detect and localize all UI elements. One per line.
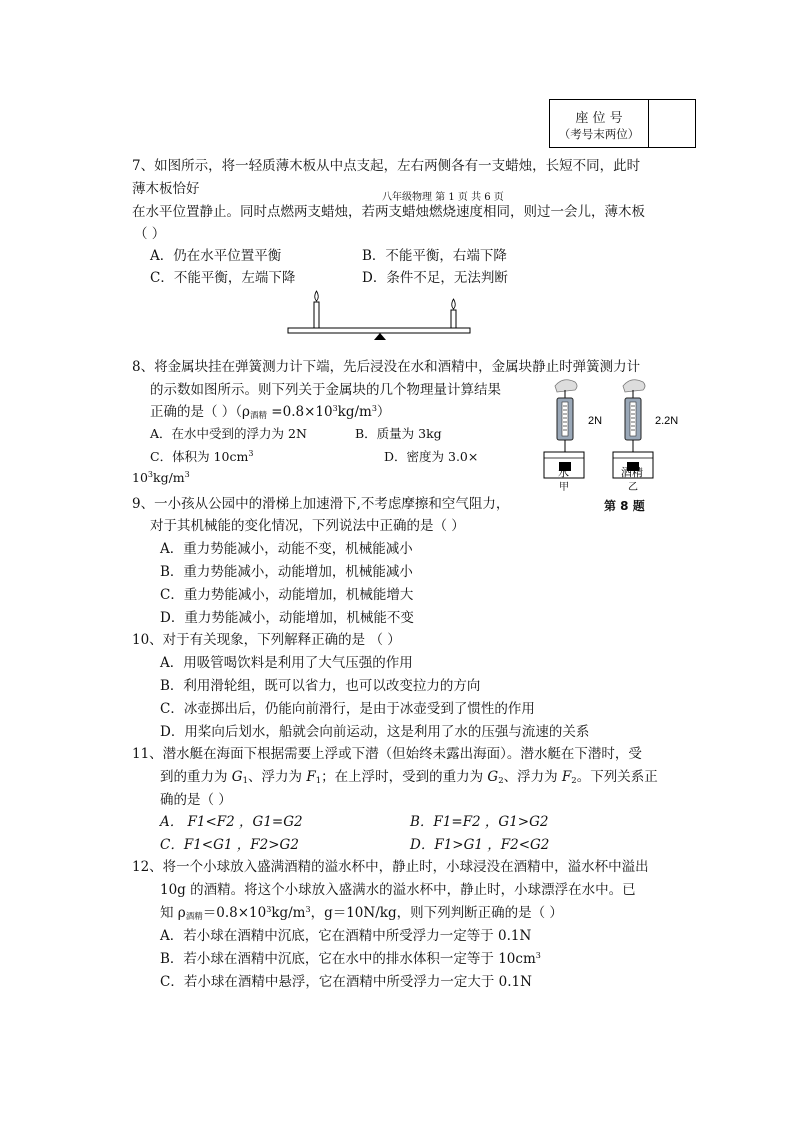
left-liquid-label: 水 (558, 466, 569, 479)
q7-line4: （ ） (134, 226, 166, 242)
q8-option-a[interactable]: A．在水中受到的浮力为 2N (150, 426, 307, 441)
right-liquid-label: 酒精 (621, 466, 643, 479)
q8-option-d-tail: $10^3kg/m^3$ (132, 470, 190, 485)
left-candle (314, 302, 319, 328)
q9-line2: 对于其机械能的变化情况，下列说法中正确的是（ ） (150, 518, 465, 534)
q9-line1: 9、一小孩从公园中的滑梯上加速滑下,不考虑摩擦和空气阻力， (132, 496, 510, 512)
seat-label-cell (550, 100, 649, 147)
q12-option-b[interactable]: B．若小球在酒精中沉底，它在水中的排水体积一定等于 $10cm^3$ (160, 951, 541, 967)
q12-line1: 12、将一个小球放入盛满酒精的溢水杯中，静止时，小球浸没在酒精中，溢水杯中溢出 (132, 859, 649, 875)
q12-line3: 知 $\rho_{酒精}=0.8\times 10^3kg/m^3$，g＝10N/kg，则下列判断正确的是（ ） (160, 905, 563, 922)
q10-option-b[interactable]: B．利用滑轮组，既可以省力，也可以改变拉力的方向 (160, 678, 481, 694)
q7-option-b[interactable]: B．不能平衡，右端下降 (362, 248, 507, 264)
q8-figure-caption: 第 8 题 (604, 499, 645, 513)
q10-line1: 10、对于有关现象，下列解释正确的是 （ ） (132, 632, 401, 648)
right-hand-icon (623, 380, 645, 392)
left-reading: 2N (588, 415, 603, 427)
left-flame-icon (315, 291, 319, 301)
fulcrum-icon (374, 333, 386, 340)
seat-label: 座 位 号 (575, 111, 623, 126)
q8-line2: 的示数如图所示。则下列关于金属块的几个物理量计算结果 (150, 382, 501, 398)
q8-line3: 正确的是（ ）$(\rho_{酒精} =0.8\times 10^3kg/m^3)$ (150, 404, 391, 421)
lever-board (288, 328, 470, 333)
q10-option-c[interactable]: C．冰壶掷出后，仍能向前滑行，是由于冰壶受到了惯性的作用 (160, 701, 535, 717)
q7-option-d[interactable]: D．条件不足，无法判断 (362, 270, 508, 286)
q7-option-a[interactable]: A．仍在水平位置平衡 (150, 248, 282, 264)
q9-option-c[interactable]: C．重力势能减小，动能增加，机械能增大 (160, 587, 414, 603)
q12-line2: 10g 的酒精。将这个小球放入盛满水的溢水杯中，静止时，小球漂浮在水中。已 (160, 882, 636, 898)
q7-lever-figure (280, 288, 480, 344)
q8-option-d[interactable]: D．密度为 3.0× (384, 449, 479, 464)
q9-option-d[interactable]: D．重力势能减小，动能增加，机械能不变 (160, 610, 414, 626)
seat-number-box (549, 99, 696, 148)
left-hand-icon (555, 380, 577, 392)
q11-option-b[interactable]: B．F1=F2 ，G1>G2 (410, 814, 549, 830)
q9-option-a[interactable]: A．重力势能减小，动能不变，机械能减小 (160, 541, 413, 557)
right-sub-label: 乙 (628, 482, 638, 493)
page-header: 八年级物理 第 1 页 共 6 页 (382, 192, 504, 203)
q8-spring-scale-figure (535, 372, 705, 494)
q10-option-a[interactable]: A．用吸管喝饮料是利用了大气压强的作用 (160, 655, 413, 671)
seat-blank-cell[interactable] (649, 100, 695, 147)
q11-line2: 到的重力为 $G_1$、浮力为 $F_1$；在上浮时，受到的重力为 $G_2$、浮力为 $F_2$。下列关系正 (160, 769, 658, 786)
q11-option-d[interactable]: D．F1>G1 ，F2<G2 (410, 837, 550, 853)
right-candle (451, 310, 456, 328)
q7-line2: 薄木板恰好 (132, 181, 200, 197)
right-reading: 2.2N (655, 415, 679, 427)
right-flame-icon (452, 299, 456, 309)
seat-note: （考号末两位） (558, 127, 640, 141)
q11-option-a[interactable]: A． F1<F2 ，G1=G2 (160, 814, 303, 830)
q8-line1: 8、将金属块挂在弹簧测力计下端，先后浸没在水和酒精中，金属块静止时弹簧测力计 (132, 359, 641, 375)
q11-line3: 确的是（ ） (160, 792, 232, 808)
q11-line1: 11、潜水艇在海面下根据需要上浮或下潜（但始终未露出海面）。潜水艇在下潜时，受 (132, 746, 642, 762)
q11-option-c[interactable]: C．F1<G1 ，F2>G2 (160, 837, 299, 853)
q12-option-c[interactable]: C．若小球在酒精中悬浮，它在酒精中所受浮力一定大于 0.1N (160, 974, 532, 990)
q12-option-a[interactable]: A．若小球在酒精中沉底，它在酒精中所受浮力一定等于 0.1N (160, 928, 532, 944)
q7-line3: 在水平位置静止。同时点燃两支蜡烛，若两支蜡烛燃烧速度相同，则过一会儿，薄木板 (132, 204, 645, 220)
q8-option-b[interactable]: B．质量为 3kg (355, 426, 442, 441)
q7-option-c[interactable]: C．不能平衡，左端下降 (150, 270, 296, 286)
q8-option-c[interactable]: C．体积为 $10cm^3$ (150, 449, 254, 464)
left-sub-label: 甲 (559, 482, 569, 493)
q7-line1: 7、如图所示，将一轻质薄木板从中点支起，左右两侧各有一支蜡烛，长短不同，此时 (132, 158, 641, 174)
q10-option-d[interactable]: D．用桨向后划水，船就会向前运动，这是利用了水的压强与流速的关系 (160, 724, 590, 740)
q9-option-b[interactable]: B．重力势能减小，动能增加，机械能减小 (160, 564, 413, 580)
